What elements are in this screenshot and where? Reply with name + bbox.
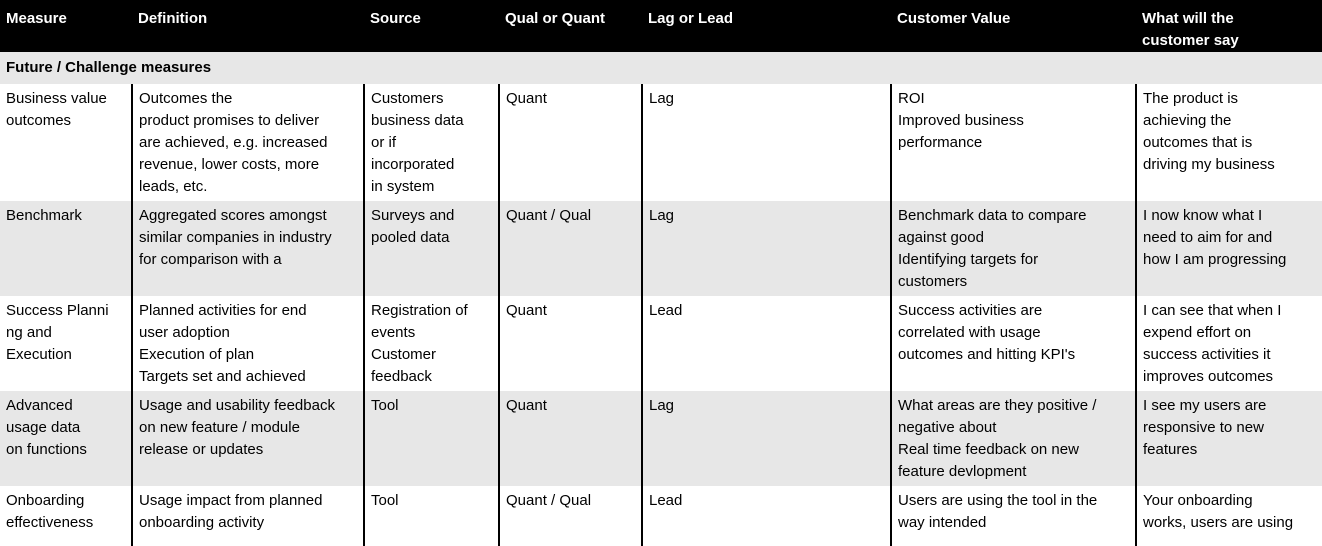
section-title: Future / Challenge measures (0, 52, 1322, 84)
header-row (0, 0, 1322, 52)
cell-customer-value: Benchmark data to compare against good Identifying targets for customers (891, 201, 1136, 296)
cell-qual-quant: Quant / Qual (499, 201, 642, 296)
cell-measure: Success Planni ng and Execution (6, 302, 109, 363)
cell-source: Registration of events Customer feedback (364, 296, 499, 391)
section-row (0, 52, 1322, 84)
cell-measure: Onboarding effectiveness (6, 492, 94, 531)
table-row (0, 391, 1322, 486)
table-row (0, 486, 1322, 546)
cell-qual-quant: Quant (499, 391, 642, 486)
cell-lag-lead: Lag (642, 84, 891, 201)
cell-measure: Advanced usage data on functions (0, 391, 132, 486)
cell-customer-say: I see my users are responsive to new features (1136, 391, 1322, 486)
header-qual-quant: Qual or Quant (499, 0, 642, 52)
cell-qual-quant: Quant (499, 84, 642, 201)
cell-customer-say: I can see that when I expend effort on success activities it improves outcomes (1136, 296, 1322, 391)
cell-lag-lead: Lag (642, 391, 891, 486)
cell-qual-quant: Quant / Qual (499, 486, 642, 546)
table-header (0, 0, 1322, 52)
cell-customer-say: The product is achieving the outcomes that is driving my business (1136, 84, 1322, 201)
table-row (0, 296, 1322, 391)
cell-definition: Usage impact from planned onboarding activity (132, 486, 364, 546)
cell-definition: Aggregated scores amongst similar companies in industry for comparison with a (132, 201, 364, 296)
cell-qual-quant: Quant (499, 296, 642, 391)
header-source: Source (364, 0, 499, 52)
cell-source: Customers business data or if incorporated in system (364, 84, 499, 201)
cell-customer-say: I now know what I need to aim for and how I am progressing (1136, 201, 1322, 296)
cell-source: Surveys and pooled data (364, 201, 499, 296)
cell-source: Tool (364, 391, 499, 486)
cell-lag-lead: Lead (642, 486, 891, 546)
table-body (0, 52, 1322, 546)
cell-definition: Outcomes the product promises to deliver are achieved, e.g. increased revenue, lower costs, more leads, etc. (132, 84, 364, 201)
cell-customer-value: ROI Improved business performance (891, 84, 1136, 201)
table-row (0, 201, 1322, 296)
cell-customer-say: Your onboarding works, users are using (1136, 486, 1322, 546)
header-lag-lead: Lag or Lead (642, 0, 891, 52)
cell-measure: Business value outcomes (6, 90, 107, 129)
cell-customer-value: Success activities are correlated with usage outcomes and hitting KPI's (891, 296, 1136, 391)
cell-customer-value: Users are using the tool in the way intended (891, 486, 1136, 546)
header-customer-say: What will the customer say (1136, 0, 1322, 52)
cell-lag-lead: Lag (642, 201, 891, 296)
cell-definition: Planned activities for end user adoption Execution of plan Targets set and achieved (132, 296, 364, 391)
table-row (0, 84, 1322, 201)
cell-lag-lead: Lead (642, 296, 891, 391)
cell-source: Tool (364, 486, 499, 546)
header-customer-value: Customer Value (891, 0, 1136, 52)
header-definition: Definition (132, 0, 364, 52)
cell-measure: Benchmark (0, 201, 132, 296)
cell-customer-value: What areas are they positive / negative about Real time feedback on new feature devlopment (891, 391, 1136, 486)
cell-definition: Usage and usability feedback on new feature / module release or updates (132, 391, 364, 486)
header-measure: Measure (0, 0, 132, 52)
